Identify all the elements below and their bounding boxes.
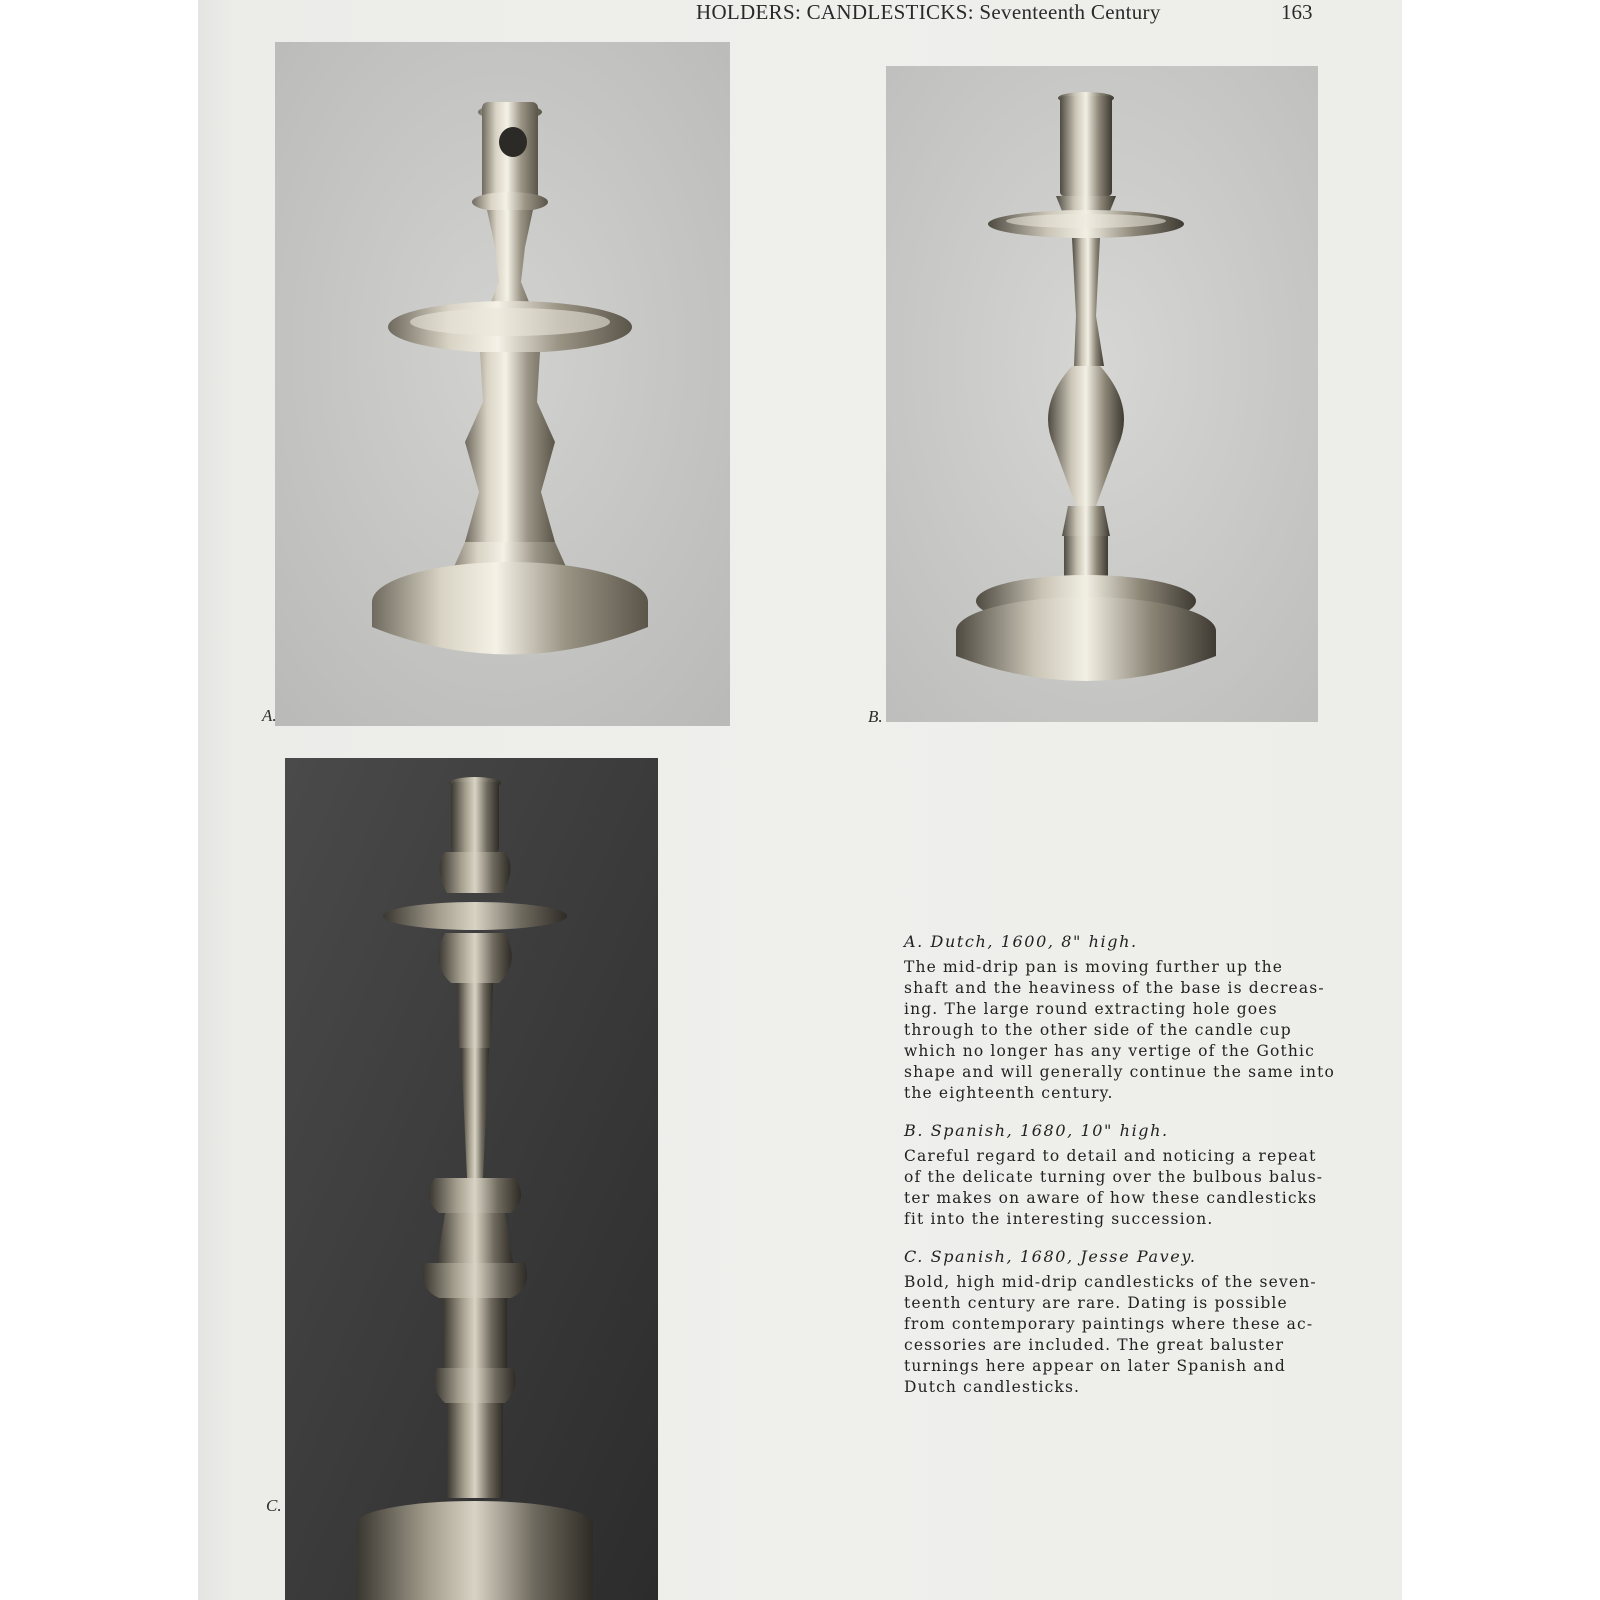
captions-column: [904, 932, 1394, 1415]
caption-title-c: C. Spanish, 1680, Jesse Pavey.: [904, 1247, 1197, 1266]
page-number: 163: [1281, 0, 1313, 24]
plate-label-b: B.: [868, 707, 883, 726]
candlestick-photo-c: [285, 758, 658, 1600]
caption-body-c: Bold, high mid-drip candlesticks of the seven- teenth century are rare. Dating is possible from contemporary paintings where these ac- cessories are included. The great baluster turnings here appear on later Spanish and Dutch candlesticks.: [904, 1273, 1317, 1396]
running-head: HOLDERS: CANDLESTICKS: Seventeenth Century: [696, 0, 1161, 24]
caption-body-a: The mid-drip pan is moving further up the shaft and the heaviness of the base is decreas- ing. The large round extracting hole goes through to the other side of the candle cup which no longer has any vertige of the Gothic shape and will generally continue the same into the eighteenth century.: [904, 958, 1335, 1102]
caption-title-a: A. Dutch, 1600, 8" high.: [904, 932, 1138, 951]
candlestick-photo-a: [275, 42, 730, 726]
plate-label-c: C.: [266, 1496, 282, 1515]
caption-body-b: Careful regard to detail and noticing a repeat of the delicate turning over the bulbous balus- ter makes on aware of how these candlesticks fit into the interesting succession.: [904, 1147, 1324, 1228]
candlestick-photo-b: [886, 66, 1318, 722]
caption-title-b: B. Spanish, 1680, 10" high.: [904, 1121, 1169, 1140]
book-page: [198, 0, 1402, 1600]
running-header: [688, 0, 1388, 28]
plate-label-a: A.: [262, 706, 277, 725]
